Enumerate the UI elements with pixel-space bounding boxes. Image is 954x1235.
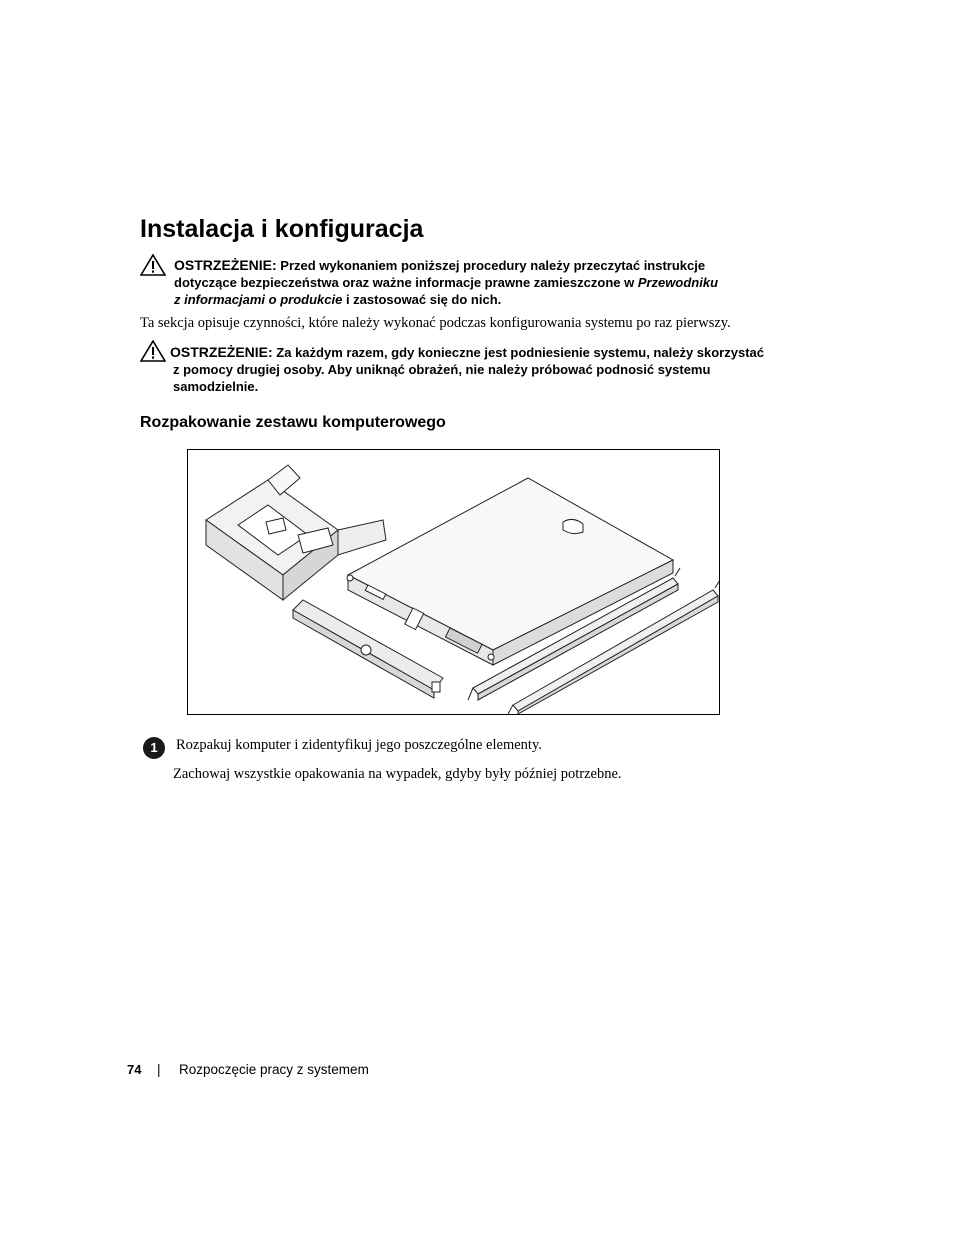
warning-text: i zastosować się do nich. xyxy=(342,292,502,307)
warning-text-italic: Przewodniku xyxy=(637,275,719,290)
warning-text: Za każdym razem, gdy konieczne jest podniesienie systemu, należy skorzystać xyxy=(276,345,764,360)
unpacking-illustration xyxy=(187,449,720,715)
footer-separator: | xyxy=(157,1062,161,1077)
footer-chapter: Rozpoczęcie pracy z systemem xyxy=(179,1062,369,1077)
section-title: Rozpakowanie zestawu komputerowego xyxy=(140,414,446,431)
step-number-badge: 1 xyxy=(143,737,165,759)
warning-text: dotyczące bezpieczeństwa oraz ważne informacje prawne zamieszczone w xyxy=(174,275,638,290)
warning-label: OSTRZEŻENIE: xyxy=(170,344,273,360)
warning-2 xyxy=(170,344,830,395)
step-1-note: Zachowaj wszystkie opakowania na wypadek, gdyby były później potrzebne. xyxy=(173,766,622,782)
warning-triangle-icon xyxy=(140,340,166,362)
page-number: 74 xyxy=(127,1062,142,1077)
warning-text: Przed wykonaniem poniższej procedury należy przeczytać instrukcje xyxy=(280,258,706,273)
warning-text: z pomocy drugiej osoby. Aby uniknąć obrażeń, nie należy próbować podnosić systemu xyxy=(173,362,711,377)
warning-label: OSTRZEŻENIE: xyxy=(174,257,277,273)
warning-triangle-icon xyxy=(140,254,166,276)
warning-1 xyxy=(174,257,814,308)
server-box-rails-drawing xyxy=(188,450,719,714)
intro-paragraph: Ta sekcja opisuje czynności, które należy wykonać podczas konfigurowania systemu po raz pierwszy. xyxy=(140,315,731,331)
page-title: Instalacja i konfiguracja xyxy=(140,215,424,243)
warning-text-italic: z informacjami o produkcie xyxy=(174,292,343,307)
warning-text: samodzielnie. xyxy=(173,379,259,394)
step-1-text: Rozpakuj komputer i zidentyfikuj jego poszczególne elementy. xyxy=(176,737,542,753)
